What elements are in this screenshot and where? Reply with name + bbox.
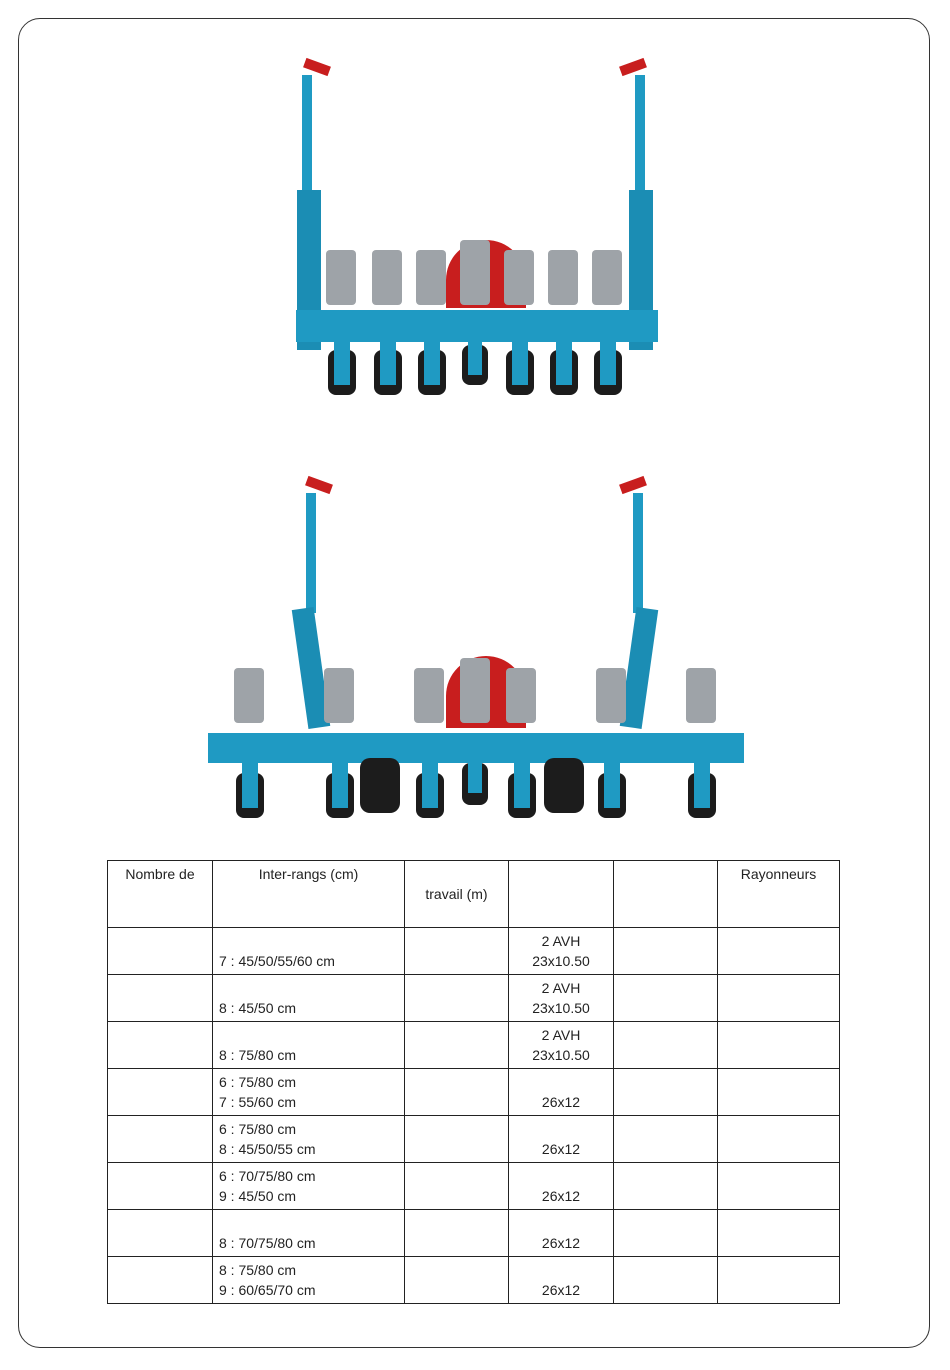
cell-nombre: [108, 1069, 213, 1116]
spec-table: [107, 860, 840, 1304]
cell-nombre: [108, 1022, 213, 1069]
cell-pneus: [509, 1257, 614, 1304]
cell-col5: [614, 1257, 718, 1304]
pneus-line: 2 AVH: [541, 933, 581, 949]
pneus-line: 26x12: [541, 1282, 581, 1298]
cell-rayonneurs: [718, 928, 840, 975]
cell-rayonneurs: [718, 1116, 840, 1163]
pneus-line: 23x10.50: [532, 1047, 590, 1063]
cell-pneus: [509, 928, 614, 975]
cell-inter-rangs: [213, 1257, 405, 1304]
left-marker-arm: [297, 58, 331, 350]
cell-travail: [405, 1257, 509, 1304]
cell-col5: [614, 928, 718, 975]
planter-unfolded-drawing: [128, 458, 824, 850]
cell-nombre: [108, 975, 213, 1022]
cell-nombre: [108, 1163, 213, 1210]
table-row: [108, 1210, 840, 1257]
cell-travail: [405, 1163, 509, 1210]
cell-travail: [405, 975, 509, 1022]
pneus-line: 26x12: [541, 1235, 581, 1251]
header-nombre: Nombre de: [108, 861, 213, 928]
inter-rangs-line: 9 : 45/50 cm: [219, 1188, 297, 1204]
pneus-line: 26x12: [541, 1141, 581, 1157]
pneus-line: 2 AVH: [541, 1027, 581, 1043]
cell-col5: [614, 1163, 718, 1210]
header-inter-rangs: Inter-rangs (cm): [213, 861, 405, 928]
cell-travail: [405, 928, 509, 975]
cell-col5: [614, 1022, 718, 1069]
cell-pneus: [509, 1163, 614, 1210]
inter-rangs-line: 8 : 70/75/80 cm: [219, 1235, 316, 1251]
header-rayonneurs: Rayonneurs: [718, 861, 840, 928]
cell-nombre: [108, 928, 213, 975]
cell-inter-rangs: [213, 1116, 405, 1163]
planter-folded-image: [128, 40, 824, 428]
planter-folded-drawing: [128, 40, 824, 428]
cell-pneus: [509, 975, 614, 1022]
inter-rangs-line: 7 : 45/50/55/60 cm: [219, 953, 335, 969]
inter-rangs-line: 8 : 45/50 cm: [219, 1000, 297, 1016]
cell-nombre: [108, 1116, 213, 1163]
inter-rangs-line: 8 : 75/80 cm: [219, 1047, 297, 1063]
table-row: [108, 1069, 840, 1116]
table-header-row: [108, 861, 840, 928]
cell-nombre: [108, 1257, 213, 1304]
cell-pneus: [509, 1116, 614, 1163]
header-travail: travail (m): [405, 861, 509, 928]
cell-inter-rangs: [213, 1069, 405, 1116]
cell-travail: [405, 1210, 509, 1257]
cell-pneus: [509, 1069, 614, 1116]
pneus-line: 26x12: [541, 1094, 581, 1110]
pneus-line: 26x12: [541, 1188, 581, 1204]
pneus-line: 2 AVH: [541, 980, 581, 996]
header-col4: [509, 861, 614, 928]
inter-rangs-line: 8 : 75/80 cm: [219, 1262, 297, 1278]
table-row: [108, 1022, 840, 1069]
header-col5: [614, 861, 718, 928]
cell-travail: [405, 1022, 509, 1069]
cell-rayonneurs: [718, 1069, 840, 1116]
cell-travail: [405, 1069, 509, 1116]
cell-inter-rangs: [213, 1210, 405, 1257]
pneus-line: 23x10.50: [532, 953, 590, 969]
cell-rayonneurs: [718, 1257, 840, 1304]
inter-rangs-line: 9 : 60/65/70 cm: [219, 1282, 316, 1298]
cell-travail: [405, 1116, 509, 1163]
table-row: [108, 928, 840, 975]
table-row: [108, 1116, 840, 1163]
cell-inter-rangs: [213, 1022, 405, 1069]
right-marker-arm: [619, 58, 653, 350]
cell-col5: [614, 1210, 718, 1257]
table-row: [108, 975, 840, 1022]
inter-rangs-line: 6 : 75/80 cm: [219, 1074, 297, 1090]
table-row: [108, 1257, 840, 1304]
cell-inter-rangs: [213, 1163, 405, 1210]
cell-rayonneurs: [718, 1163, 840, 1210]
cell-pneus: [509, 1022, 614, 1069]
cell-rayonneurs: [718, 1210, 840, 1257]
cell-nombre: [108, 1210, 213, 1257]
inter-rangs-line: 7 : 55/60 cm: [219, 1094, 297, 1110]
planter-unfolded-image: [128, 458, 824, 850]
inter-rangs-line: 6 : 70/75/80 cm: [219, 1168, 316, 1184]
table-row: [108, 1163, 840, 1210]
cell-col5: [614, 1069, 718, 1116]
pneus-line: 23x10.50: [532, 1000, 590, 1016]
cell-inter-rangs: [213, 928, 405, 975]
cell-rayonneurs: [718, 1022, 840, 1069]
cell-rayonneurs: [718, 975, 840, 1022]
cell-inter-rangs: [213, 975, 405, 1022]
inter-rangs-line: 8 : 45/50/55 cm: [219, 1141, 316, 1157]
inter-rangs-line: 6 : 75/80 cm: [219, 1121, 297, 1137]
cell-pneus: [509, 1210, 614, 1257]
cell-col5: [614, 1116, 718, 1163]
cell-col5: [614, 975, 718, 1022]
